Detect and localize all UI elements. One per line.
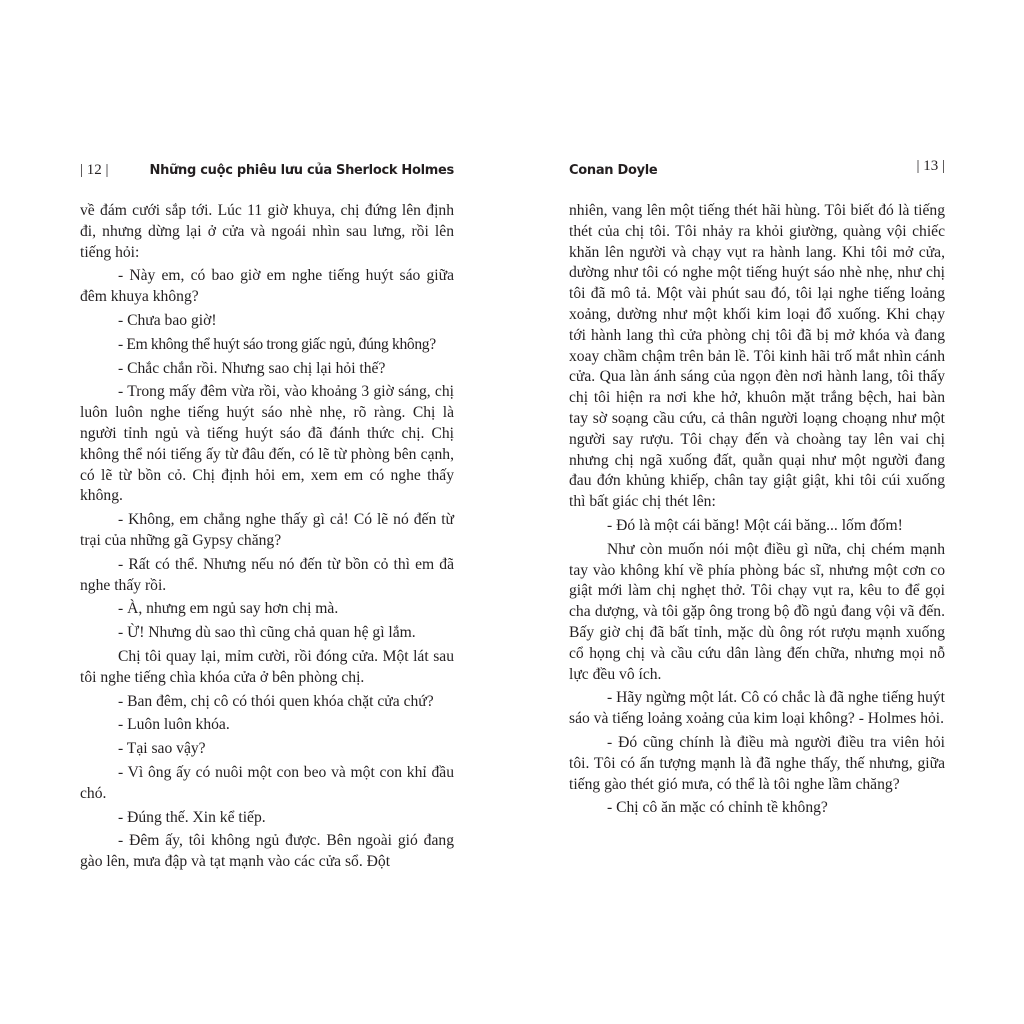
author-name: Conan Doyle bbox=[569, 163, 658, 178]
page-body bbox=[569, 201, 945, 819]
book-title: Những cuộc phiêu lưu của Sherlock Holmes bbox=[149, 163, 454, 178]
paragraph: Chị tôi quay lại, mỉm cười, rồi đóng cửa. Một lát sau tôi nghe tiếng chìa khóa cửa ở bên phòng chị. bbox=[80, 647, 454, 686]
dialogue-line: - Đó là một cái băng! Một cái băng... lốm đốm! bbox=[607, 516, 903, 534]
running-head-left bbox=[80, 156, 454, 186]
page-number: | 13 | bbox=[916, 158, 945, 174]
dialogue-line: - Ừ! Nhưng dù sao thì cũng chả quan hệ gì lắm. bbox=[118, 624, 416, 642]
dialogue-line: - Tại sao vậy? bbox=[118, 740, 206, 758]
dialogue-line: - Luôn luôn khóa. bbox=[118, 716, 230, 734]
dialogue-line: - Ban đêm, chị cô có thói quen khóa chặt cửa chứ? bbox=[118, 692, 434, 710]
running-head-right bbox=[569, 156, 945, 186]
page-body bbox=[80, 201, 454, 873]
dialogue-line: - Đúng thế. Xin kể tiếp. bbox=[118, 808, 266, 826]
dialogue-line: - Trong mấy đêm vừa rồi, vào khoảng 3 giờ sáng, chị luôn luôn nghe tiếng huýt sáo nhè nhẹ, rõ ràng. Chị là người tỉnh ngủ và tiếng huýt sáo đã đánh thức chị. Chị không thể nói tiếng ấy từ đâu đến, có lẽ từ phòng bên cạnh, có lẽ từ bồn cỏ. Chị định hỏi em, xem em có nghe thấy không. bbox=[80, 383, 454, 505]
dialogue-line: - Này em, có bao giờ em nghe tiếng huýt sáo giữa đêm khuya không? bbox=[80, 267, 454, 306]
paragraph: về đám cưới sắp tới. Lúc 11 giờ khuya, chị đứng lên định đi, nhưng dừng lại ở cửa và ngoái nhìn sau lưng, rồi lên tiếng hỏi: bbox=[80, 202, 454, 261]
page-number: | 12 | bbox=[80, 162, 109, 178]
left-page bbox=[80, 156, 454, 876]
dialogue-line: - Chị cô ăn mặc có chỉnh tề không? bbox=[607, 799, 828, 817]
dialogue-line: - Đêm ấy, tôi không ngủ được. Bên ngoài gió đang gào lên, mưa đập và tạt mạnh vào các cửa sổ. Đột bbox=[80, 832, 454, 871]
dialogue-line: - Em không thể huýt sáo trong giấc ngủ, đúng không? bbox=[118, 335, 436, 353]
dialogue-line: - Vì ông ấy có nuôi một con beo và một con khỉ đầu chó. bbox=[80, 763, 454, 802]
dialogue-line: - Không, em chẳng nghe thấy gì cả! Có lẽ nó đến từ trại của những gã Gypsy chăng? bbox=[80, 511, 454, 549]
dialogue-line: - Chắc chắn rồi. Nhưng sao chị lại hỏi thế? bbox=[118, 359, 386, 377]
paragraph: nhiên, vang lên một tiếng thét hãi hùng. Tôi biết đó là tiếng thét của chị tôi. Tôi nhảy ra khỏi giường, quàng vội chiếc khăn lên người và chạy vụt ra hành lang. Khi tôi mở cửa, dường như tôi có nghe một tiếng huýt sáo nhè nhẹ, như chị tôi đã mô tả. Một vài phút sau đó, tôi lại nghe tiếng loảng xoảng, dường như một khối kim loại đổ xuống. Khi chạy tới hành lang thì cửa phòng chị tôi đã bị mở khóa và đang xoay chầm chậm trên bản lề. Tôi kinh hãi trố mắt nhìn cánh cửa. Qua làn ánh sáng của ngọn đèn nơi hành lang, tôi thấy chị tôi hiện ra nơi khe hở, khuôn mặt trắng bệch, hai bàn tay sờ soạng cầu cứu, cả thân người loạng choạng như một người say rượu. Tôi chạy đến và choàng tay lên vai chị nhưng chị ngã xuống đất, quằn quại như một người đang đau đớn khủng khiếp, chân tay giật giật, khi tôi cúi xuống thì bất giác chị thét lên: bbox=[569, 202, 945, 511]
dialogue-line: - Đó cũng chính là điều mà người điều tra viên hỏi tôi. Tôi có ấn tượng mạnh là đã nghe thấy, thế nhưng, giữa tiếng gào thét gió mưa, có thể là tôi nghe lầm chăng? bbox=[569, 733, 945, 793]
dialogue-line: - À, nhưng em ngủ say hơn chị mà. bbox=[118, 600, 339, 618]
paragraph: Như còn muốn nói một điều gì nữa, chị chém mạnh tay vào không khí về phía phòng bác sĩ, nhưng một cơn co giật mới làm chị nghẹt thở. Tôi chạy vụt ra, kêu to để gọi cha dượng, và tôi gặp ông trong bộ đồ ngủ đang vội vã đến. Bấy giờ chị đã bất tỉnh, mặc dù ông rót rượu mạnh xuống cổ họng chị và cầu cứu dân làng đến chữa, nhưng mọi nỗ lực đều vô ích. bbox=[569, 540, 945, 683]
right-page bbox=[569, 156, 945, 822]
dialogue-line: - Hãy ngừng một lát. Cô có chắc là đã nghe tiếng huýt sáo và tiếng loảng xoảng của kim loại không? - Holmes hỏi. bbox=[569, 689, 945, 728]
dialogue-line: - Chưa bao giờ! bbox=[118, 311, 217, 329]
dialogue-line: - Rất có thể. Nhưng nếu nó đến từ bồn cỏ thì em đã nghe thấy rồi. bbox=[80, 555, 454, 594]
